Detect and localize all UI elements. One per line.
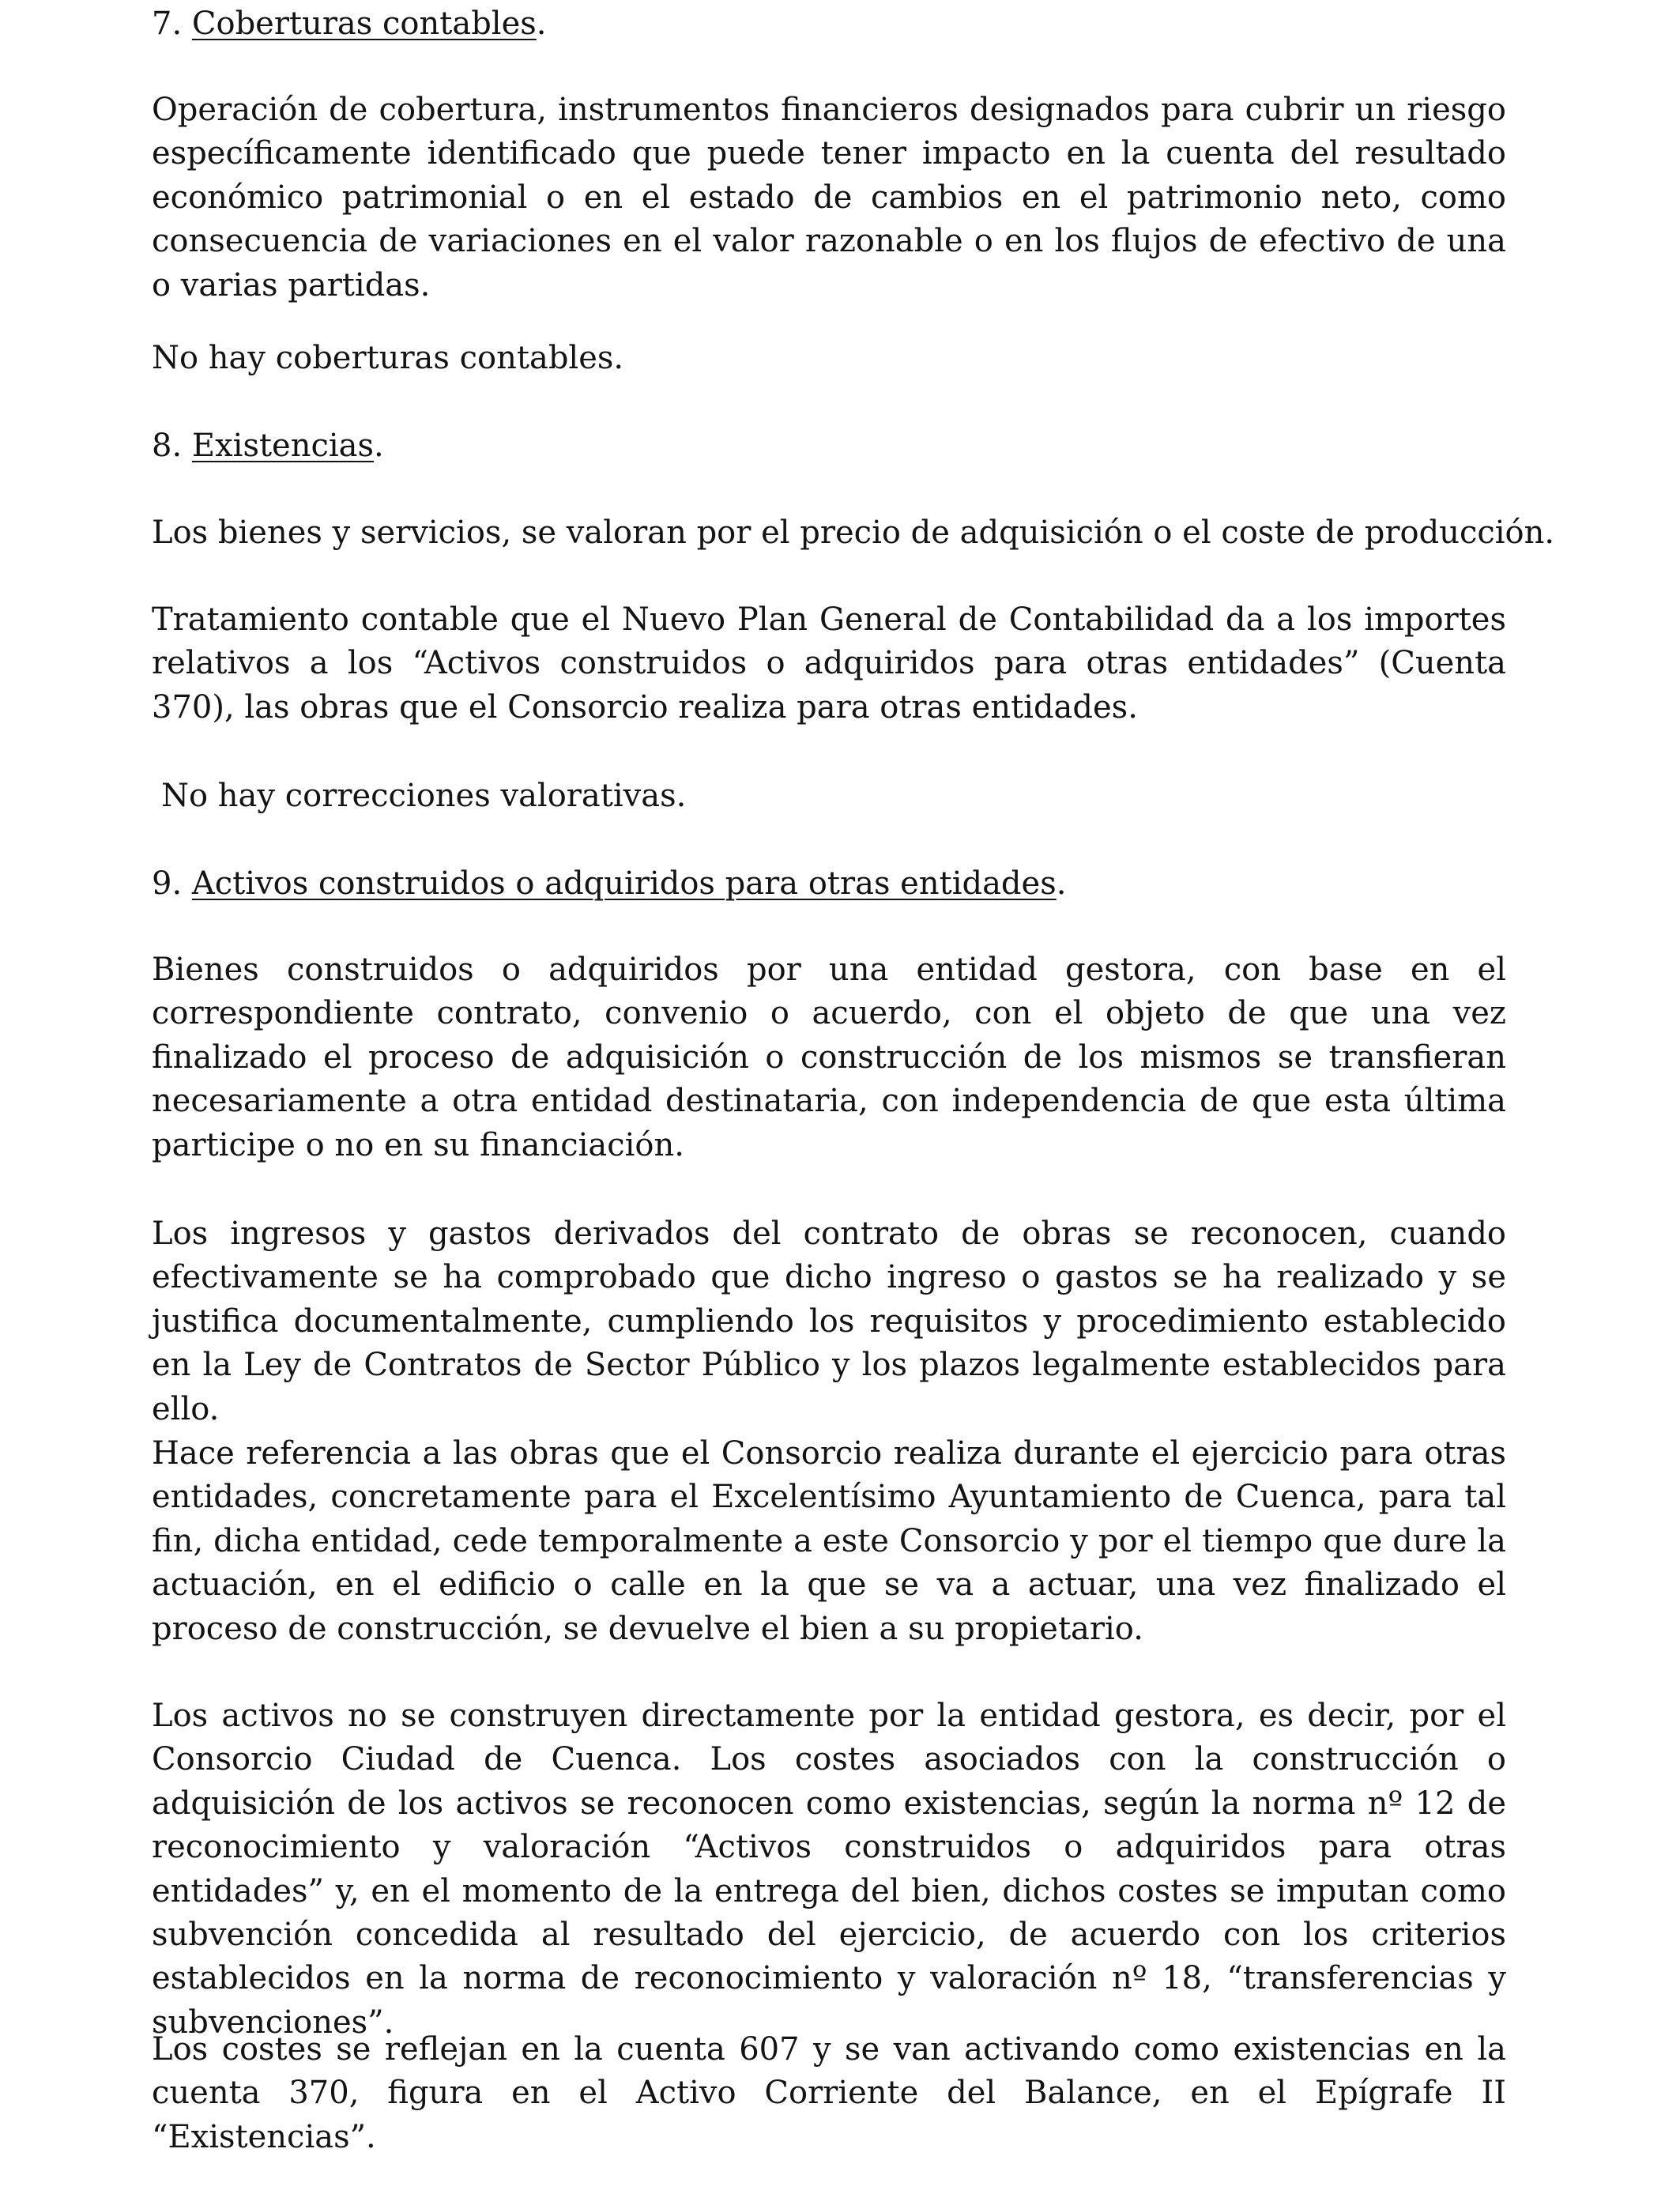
section-9-title: Activos construidos o adquiridos para otras entidades: [191, 865, 1057, 902]
section-7-number: 7.: [152, 6, 192, 42]
section-8-number: 8.: [152, 428, 192, 464]
section-7-paragraph-2: No hay coberturas contables.: [152, 340, 624, 376]
section-8-heading: [152, 424, 384, 468]
section-9-paragraph-2: Los ingresos y gastos derivados del contrato de obras se reconocen, cuando efectivamente se ha comprobado que dicho ingreso o gastos se ha realizado y se justifica documentalmente, cumpliendo los requisitos y procedimiento establecido en la Ley de Contratos de Sector Público y los plazos legalmente establecidos para ello.: [152, 1216, 1506, 1427]
section-8-paragraph-3: No hay correcciones valorativas.: [161, 778, 687, 814]
section-9-number: 9.: [152, 865, 192, 902]
section-7-suffix: .: [536, 6, 547, 42]
section-8-paragraph-1: Los bienes y servicios, se valoran por el precio de adquisición o el coste de producción.: [152, 515, 1555, 551]
section-7-title: Coberturas contables: [191, 6, 537, 42]
section-9-paragraph-1: Bienes construidos o adquiridos por una entidad gestora, con base en el correspondiente contrato, convenio o acuerdo, con el objeto de que una vez finalizado el proceso de adquisición o construcción de los mismos se transfieran necesariamente a otra entidad destinataria, con independencia de que esta última participe o no en su financiación.: [152, 952, 1506, 1163]
section-9-suffix: .: [1056, 865, 1067, 902]
section-9-paragraph-5: Los costes se reflejan en la cuenta 607 y se van activando como existencias en la cuenta 370, figura en el Activo Corriente del Balance, en el Epígrafe II “Existencias”.: [152, 2031, 1506, 2155]
section-8-suffix: .: [374, 428, 384, 464]
section-9-paragraph-4: Los activos no se construyen directamente por la entidad gestora, es decir, por el Consorcio Ciudad de Cuenca. Los costes asociados con la construcción o adquisición de los activos se reconocen como existencias, según la norma nº 12 de reconocimiento y valoración “Activos construidos o adquiridos para otras entidades” y, en el momento de la entrega del bien, dichos costes se imputan como subvención concedida al resultado del ejercicio, de acuerdo con los criterios establecidos en la norma de reconocimiento y valoración nº 18, “transferencias y subvenciones”.: [152, 1698, 1506, 2041]
section-8-paragraph-2: Tratamiento contable que el Nuevo Plan General de Contabilidad da a los importes relativos a los “Activos construidos o adquiridos para otras entidades” (Cuenta 370), las obras que el Consorcio realiza para otras entidades.: [152, 601, 1506, 726]
section-9-paragraph-3: Hace referencia a las obras que el Consorcio realiza durante el ejercicio para otras entidades, concretamente para el Excelentísimo Ayuntamiento de Cuenca, para tal fin, dicha entidad, cede temporalmente a este Consorcio y por el tiempo que dure la actuación, en el edificio o calle en la que se va a actuar, una vez finalizado el proceso de construcción, se devuelve el bien a su propietario.: [152, 1435, 1506, 1647]
section-7-heading: [152, 2, 547, 46]
section-8-title: Existencias: [191, 428, 375, 464]
section-7-paragraph-1: Operación de cobertura, instrumentos financieros designados para cubrir un riesgo específicamente identificado que puede tener impacto en la cuenta del resultado económico patrimonial o en el estado de cambios en el patrimonio neto, como consecuencia de variaciones en el valor razonable o en los flujos de efectivo de una o varias partidas.: [152, 92, 1506, 303]
section-9-heading: [152, 861, 1066, 906]
